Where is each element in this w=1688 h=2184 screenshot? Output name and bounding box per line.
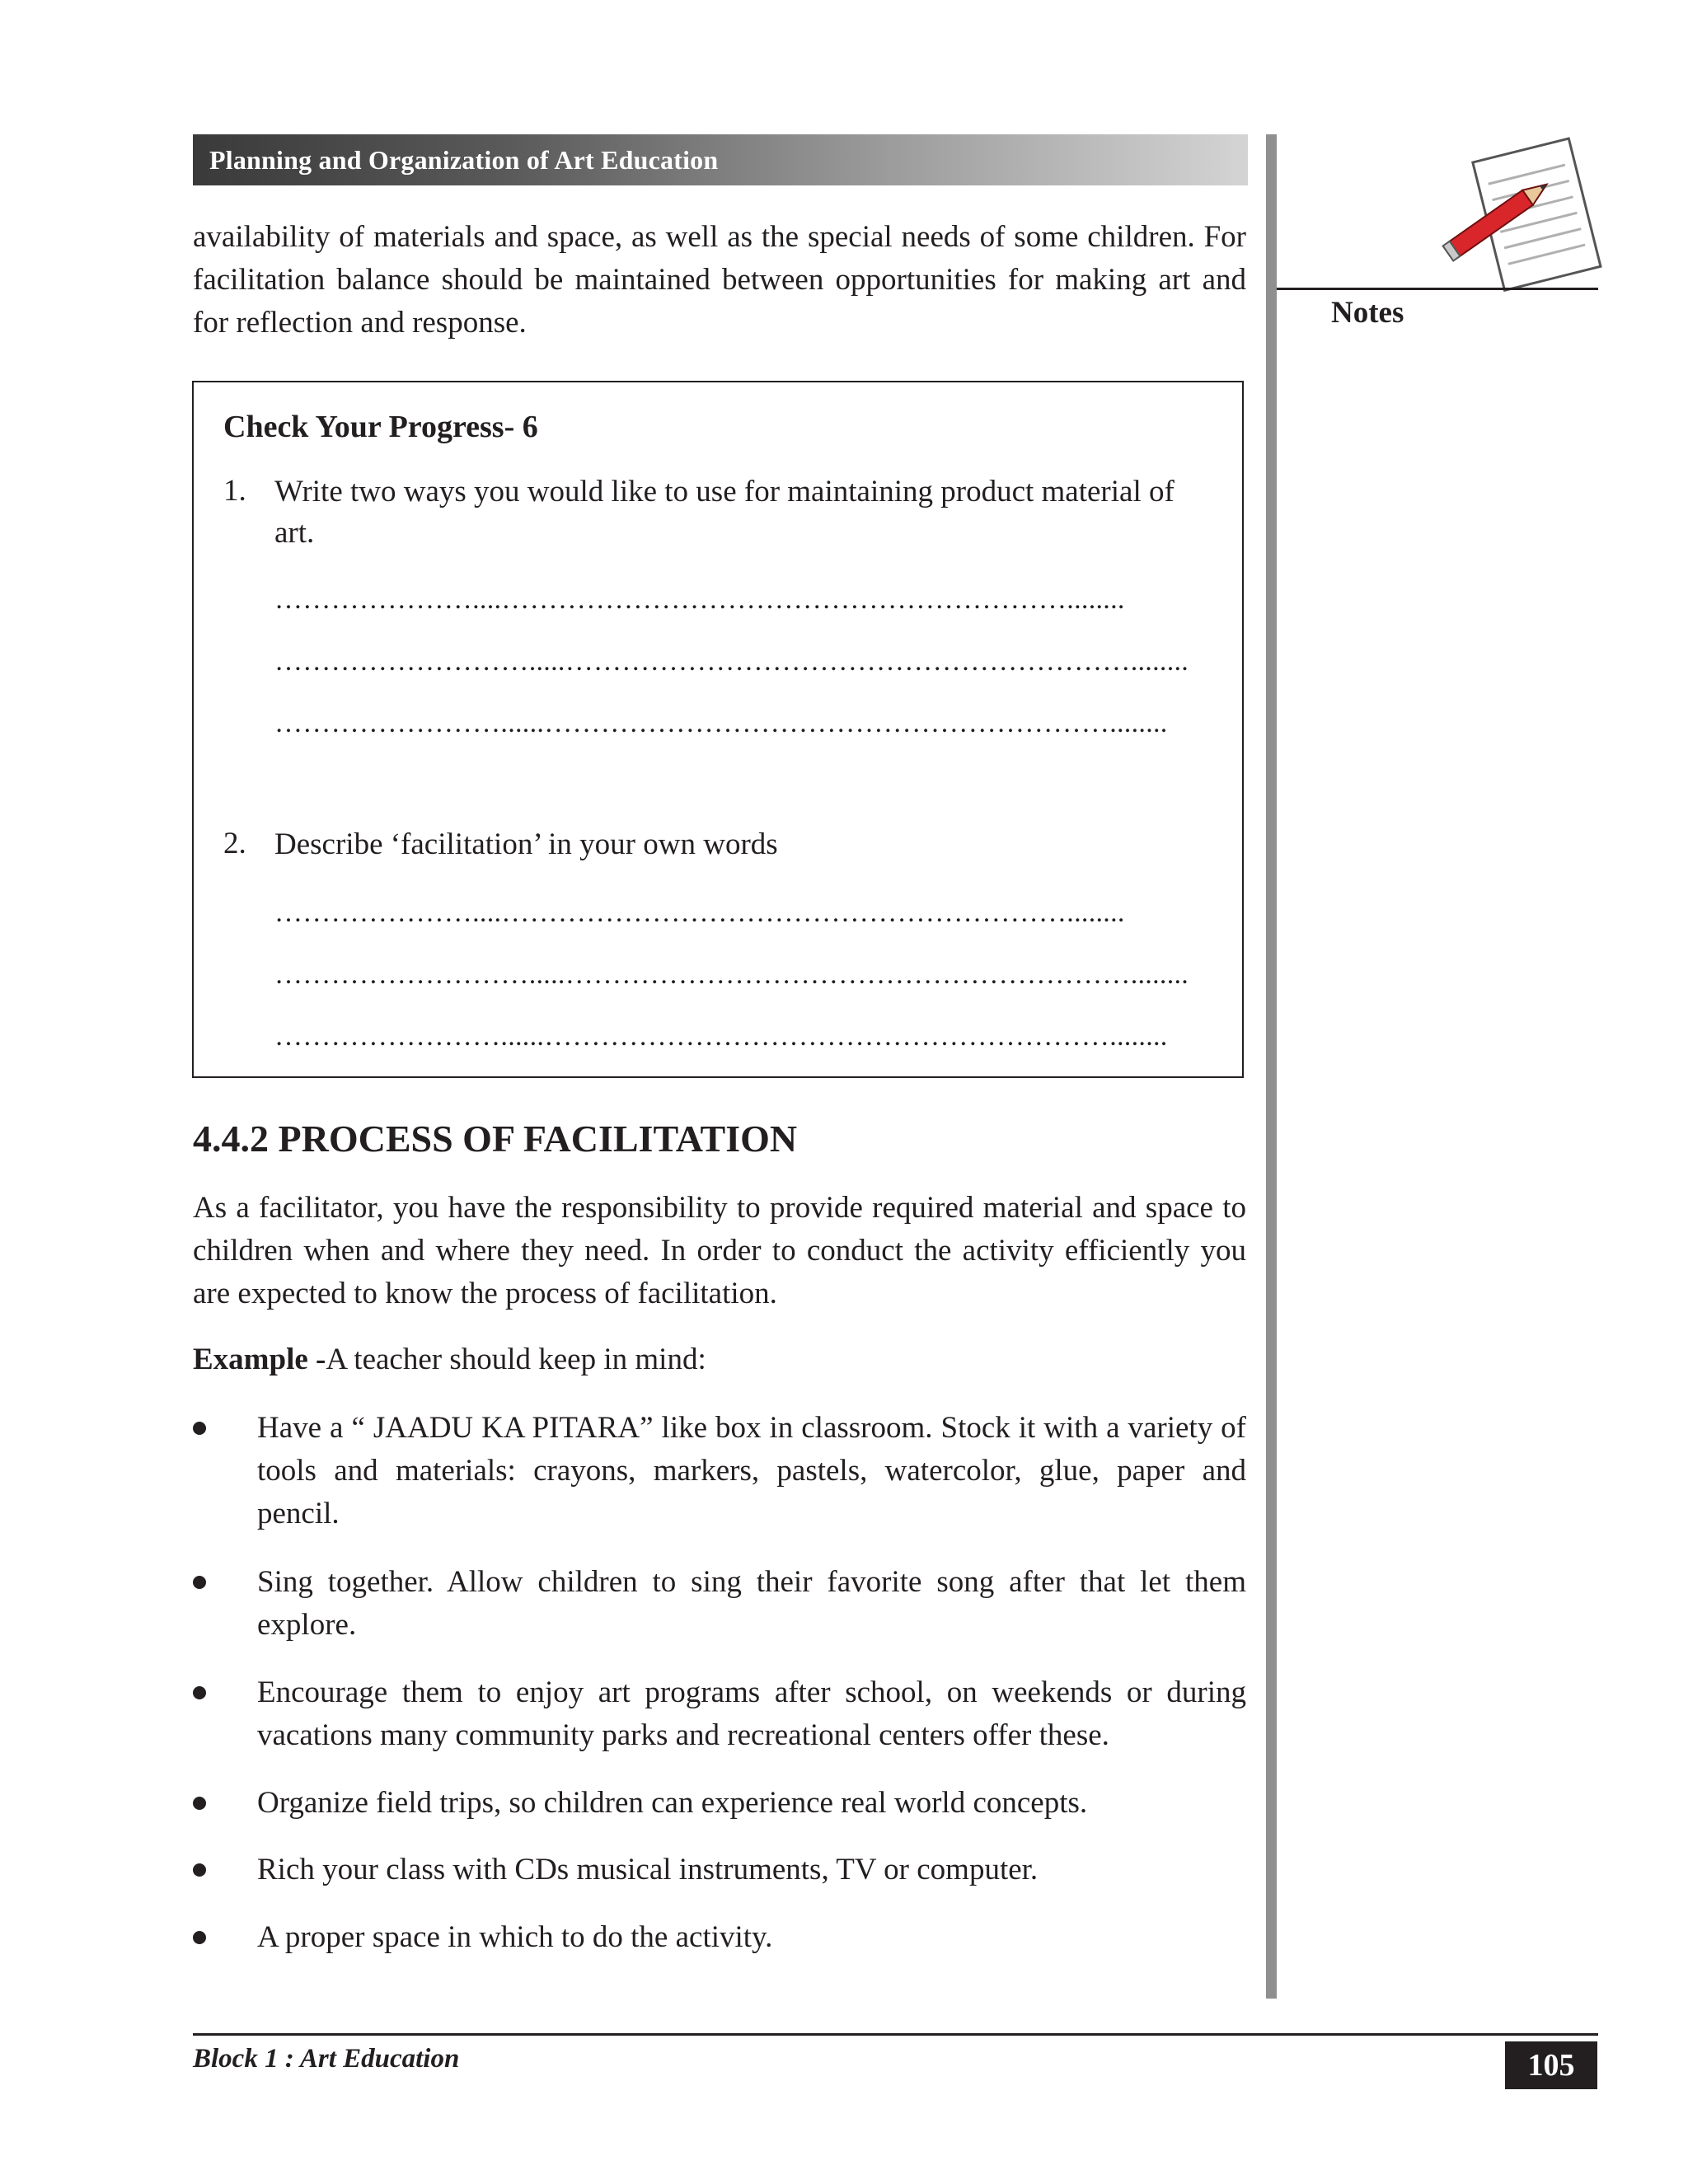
bullet-text: Organize field trips, so children can experience real world concepts.: [257, 1786, 1088, 1820]
bullet-text: Rich your class with CDs musical instruments, TV or computer.: [257, 1853, 1039, 1886]
bullet-dot: [193, 1863, 206, 1877]
answer-line[interactable]: …………………....……………………………………………………........: [274, 898, 1125, 928]
bullet-dot: [193, 1686, 206, 1699]
notes-label: Notes: [1331, 296, 1404, 330]
question-number: 2.: [223, 827, 246, 860]
margin-divider: [1266, 134, 1277, 1999]
bullet-text: Sing together. Allow children to sing their favorite song after that let them explore.: [257, 1565, 1246, 1642]
answer-line[interactable]: ……………………….....……………………………………………………........: [274, 959, 1189, 990]
answer-line[interactable]: ……………………….....……………………………………………………........: [274, 646, 1189, 677]
bullet-dot: [193, 1931, 206, 1944]
intro-paragraph: availability of materials and space, as well as the special needs of some children. For facilitation balance should be maintained between opportunities for making art and for reflection and response.: [193, 220, 1246, 340]
footer-block-title: Block 1 : Art Education: [193, 2044, 460, 2074]
page-header-bar: [193, 134, 1248, 185]
example-line: [193, 1338, 1246, 1381]
answer-line[interactable]: …………………....……………………………………………………........: [274, 584, 1125, 615]
example-text: A teacher should keep in mind:: [326, 1343, 706, 1376]
progress-title: Check Your Progress- 6: [223, 410, 538, 444]
question-text: Write two ways you would like to use for maintaining product material of art.: [274, 475, 1175, 550]
page-number: 105: [1505, 2041, 1597, 2089]
bullet-text: Have a “ JAADU KA PITARA” like box in classroom. Stock it with a variety of tools and materials: crayons, markers, pastels, watercolor, glue, paper and pencil.: [257, 1411, 1246, 1530]
bullet-text: Encourage them to enjoy art programs after school, on weekends or during vacations many community parks and recreational centers offer these.: [257, 1675, 1246, 1752]
check-progress-box: [192, 381, 1244, 1078]
section-heading: 4.4.2 PROCESS OF FACILITATION: [193, 1118, 798, 1160]
bullet-dot: [193, 1422, 206, 1435]
header-title: Planning and Organization of Art Education: [209, 144, 719, 175]
bullet-text: A proper space in which to do the activity.: [257, 1920, 773, 1954]
answer-line[interactable]: ……………………......……………………………………………………........: [274, 708, 1168, 738]
question-number: 1.: [223, 474, 246, 508]
bullet-dot: [193, 1797, 206, 1810]
footer-rule: [193, 2033, 1598, 2036]
answer-line[interactable]: ……………………......……………………………………………………........: [274, 1021, 1168, 1052]
example-label: Example -: [193, 1343, 326, 1376]
process-paragraph: As a facilitator, you have the responsibility to provide required material and space to children when and where they need. In order to conduct the activity efficiently you are expected to know the process of facilitation.: [193, 1191, 1246, 1310]
question-text: Describe ‘facilitation’ in your own words: [274, 827, 778, 861]
notes-rule: [1277, 288, 1598, 290]
notepad-pencil-icon: [1438, 128, 1603, 313]
bullet-dot: [193, 1576, 206, 1589]
